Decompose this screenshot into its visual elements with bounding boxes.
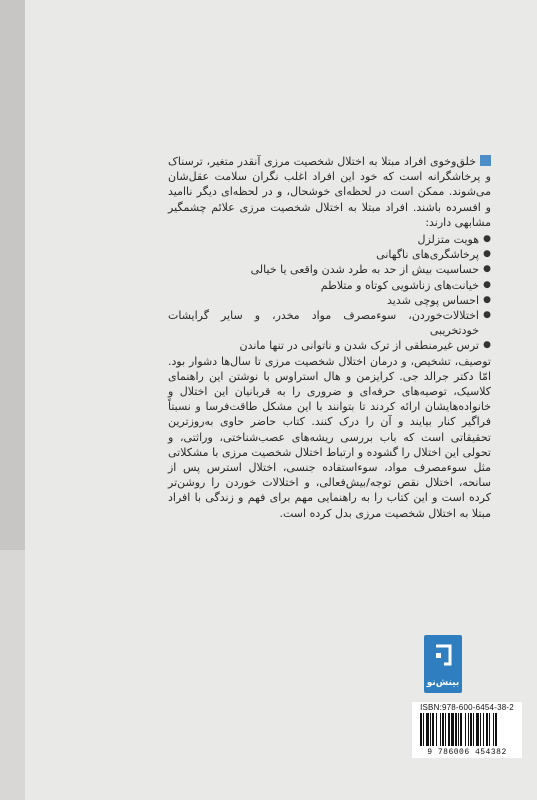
isbn-text: ISBN:978-600-6454-38-2 (420, 703, 514, 712)
barcode-stripe (445, 713, 446, 746)
barcode-stripe (480, 713, 481, 746)
barcode-stripe (448, 713, 450, 746)
barcode-stripe (458, 713, 459, 746)
spine-shadow-bottom (0, 550, 25, 800)
symptom-list (168, 232, 491, 354)
barcode-bars (420, 713, 516, 746)
publisher-logo (424, 635, 462, 693)
barcode-stripe (436, 713, 437, 746)
barcode-stripe (440, 713, 441, 746)
barcode-stripe (486, 713, 488, 746)
publisher-mark-icon (432, 643, 454, 667)
symptom-item: ● حساسیت بیش از حد به طرد شدن واقعی یا خیالی (168, 262, 491, 277)
barcode-stripe (442, 713, 444, 746)
barcode-stripe (426, 713, 429, 746)
publisher-name: بینش‌نو (426, 678, 460, 688)
barcode-stripe (423, 713, 424, 746)
back-cover-blurb (168, 154, 491, 523)
symptom-item: ● خیانت‌های زناشویی کوتاه و متلاطم (168, 278, 491, 293)
barcode-stripe (493, 713, 494, 746)
blurb-intro: خلق‌وخوی افراد مبتلا به اختلال شخصیت مرزی آنقدر متغیر، ترسناک و پرخاشگرانه است که خود این افراد اغلب نگران سلامت عقل‌شان می‌شوند. ممکن است در لحظه‌ای خوشحال، و در لحظه‌ای دیگر ناامید و افسرده باشند. افراد مبتلا به اختلال شخصیت مرزی علائم چشمگیر مشابهی دارند: (168, 155, 491, 229)
barcode-stripe (476, 713, 479, 746)
barcode-stripe (460, 713, 462, 746)
barcode-stripe (468, 713, 469, 746)
barcode-stripe (483, 713, 484, 746)
barcode-stripe (495, 713, 497, 746)
barcode-digits: 9 786006 454382 (427, 748, 507, 757)
symptom-item: ● هویت متزلزل (168, 232, 491, 247)
spine-shadow-top (0, 0, 25, 550)
blurb-body: توصیف، تشخیص، و درمان اختلال شخصیت مرزی تا سال‌ها دشوار بود. امّا دکتر جرالد جی. کرایزمن و هال استراوس با نوشتن این راهنمای کلاسیک، توصیه‌های حرفه‌ای و ضروری را به قربانیان این اختلال و خانواده‌هایشان ارائه کردند تا بتوانند با این مشکل طاقت‌فرسا و نسبتاً فراگیر کنار بیایند و آن را درک کنند. کتاب حاضر حاوی به‌روزترین تحقیقاتی است که باب بررسی ریشه‌های عصب‌شناختی، وراثتی، و تحولی این اختلال را گشوده و ارتباط اختلال شخصیت مرزی با مشکلاتی مثل سوءمصرف مواد، سوءاستفاده جنسی، اختلال استرس پس از سانحه، اختلال نقص توجه/بیش‌فعالی، و اختلالات خوردن را روشن‌تر کرده است و این کتاب را به راهنمایی مهم برای فهم و زندگی با افراد مبتلا به اختلال شخصیت مرزی بدل کرده است. (168, 354, 491, 520)
barcode-stripe (470, 713, 472, 746)
symptom-item: ● احساس پوچی شدید (168, 293, 491, 308)
blue-square-icon (480, 155, 491, 166)
barcode-stripe (432, 713, 434, 746)
barcode-stripe (455, 713, 457, 746)
barcode-stripe (420, 713, 422, 746)
barcode-stripe (489, 713, 490, 746)
symptom-item: ● پرخاشگری‌های ناگهانی (168, 247, 491, 262)
barcode-stripe (465, 713, 466, 746)
isbn-barcode (412, 702, 522, 758)
symptom-item: ● اختلالات‌خوردن، سوءمصرف مواد مخدر، و سایر گرایشات خودتخریبی (168, 308, 491, 338)
barcode-stripe (430, 713, 431, 746)
symptom-item: ● ترس غیرمنطقی از ترک شدن و ناتوانی در تنها ماندن (168, 338, 491, 353)
barcode-stripe (451, 713, 454, 746)
barcode-stripe (473, 713, 474, 746)
